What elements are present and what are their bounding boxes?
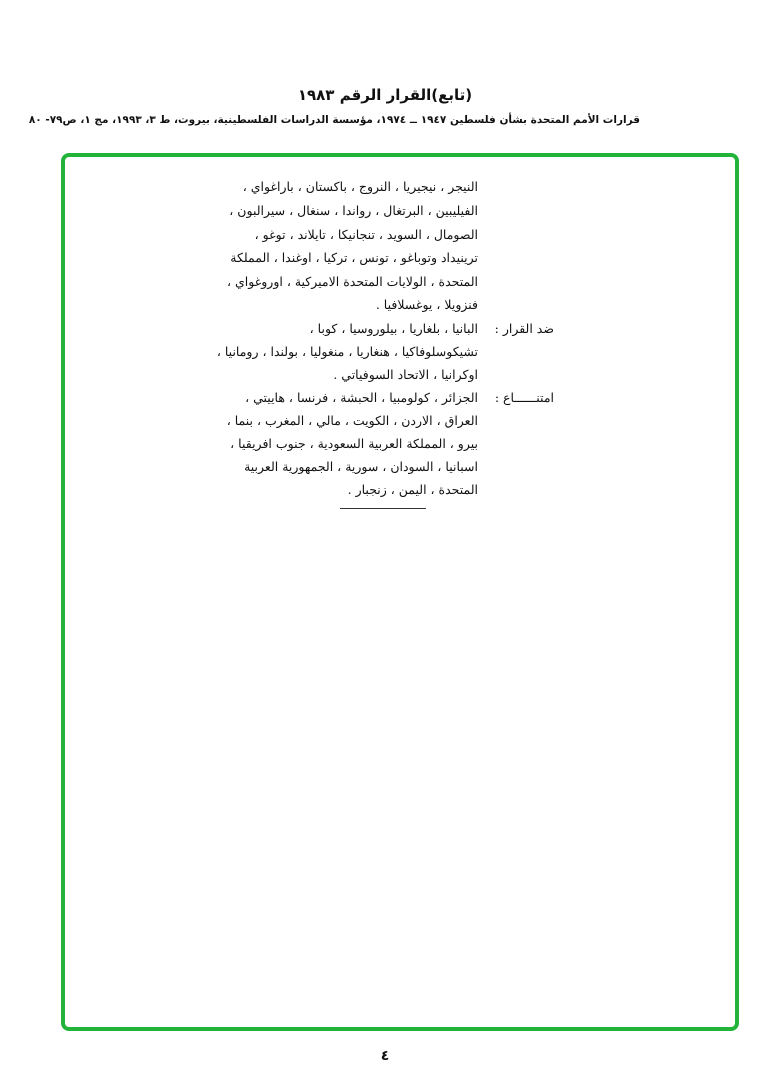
against-label: ضد القرار : [494,321,554,336]
abstain-line: بيرو ، المملكة العربية السعودية ، جنوب افريقيا ، [230,436,478,451]
abstain-line: الجزائر ، كولومبيا ، الحبشة ، فرنسا ، هاييتي ، [245,390,478,405]
in-favour-line: الصومال ، السويد ، تنجانيكا ، تايلاند ، توغو ، [254,227,478,242]
abstain-line: اسبانيا ، السودان ، سورية ، الجمهورية العربية [244,459,478,474]
in-favour-line: المتحدة ، الولايات المتحدة الاميركية ، اوروغواي ، [227,274,478,289]
source-citation: قرارات الأمم المتحدة بشأن فلسطين ١٩٤٧ ــ ١٩٧٤، مؤسسة الدراسات الفلسطينية، بيروت، ط ٣، ١٩٩٣، مج ١، ص٧٩- ٨٠ [28,114,640,126]
against-line: اوكرانيا ، الاتحاد السوفياتي . [333,367,478,382]
document-title: (تابع)القرار الرقم ١٩٨٣ [297,86,473,104]
abstain-label: امتنــــــاع : [494,390,554,405]
in-favour-line: الفيليبين ، البرتغال ، رواندا ، سنغال ، سيرالبون ، [229,203,478,218]
against-line: تشيكوسلوفاكيا ، هنغاريا ، منغوليا ، بولندا ، رومانيا ، [216,344,478,359]
abstain-line: المتحدة ، اليمن ، زنجبار . [347,482,478,497]
in-favour-line: النيجر ، نيجيريا ، النروج ، باكستان ، باراغواي ، [242,179,478,194]
page-number: ٤ [380,1048,390,1064]
in-favour-line: ترينيداد وتوباغو ، تونس ، تركيا ، اوغندا ، المملكة [230,250,478,265]
end-rule [340,508,426,509]
abstain-line: العراق ، الاردن ، الكويت ، مالي ، المغرب ، بنما ، [226,413,478,428]
in-favour-line: فنزويلا ، يوغسلافيا . [375,297,478,312]
against-line: البانيا ، بلغاريا ، بيلوروسيا ، كوبا ، [309,321,478,336]
